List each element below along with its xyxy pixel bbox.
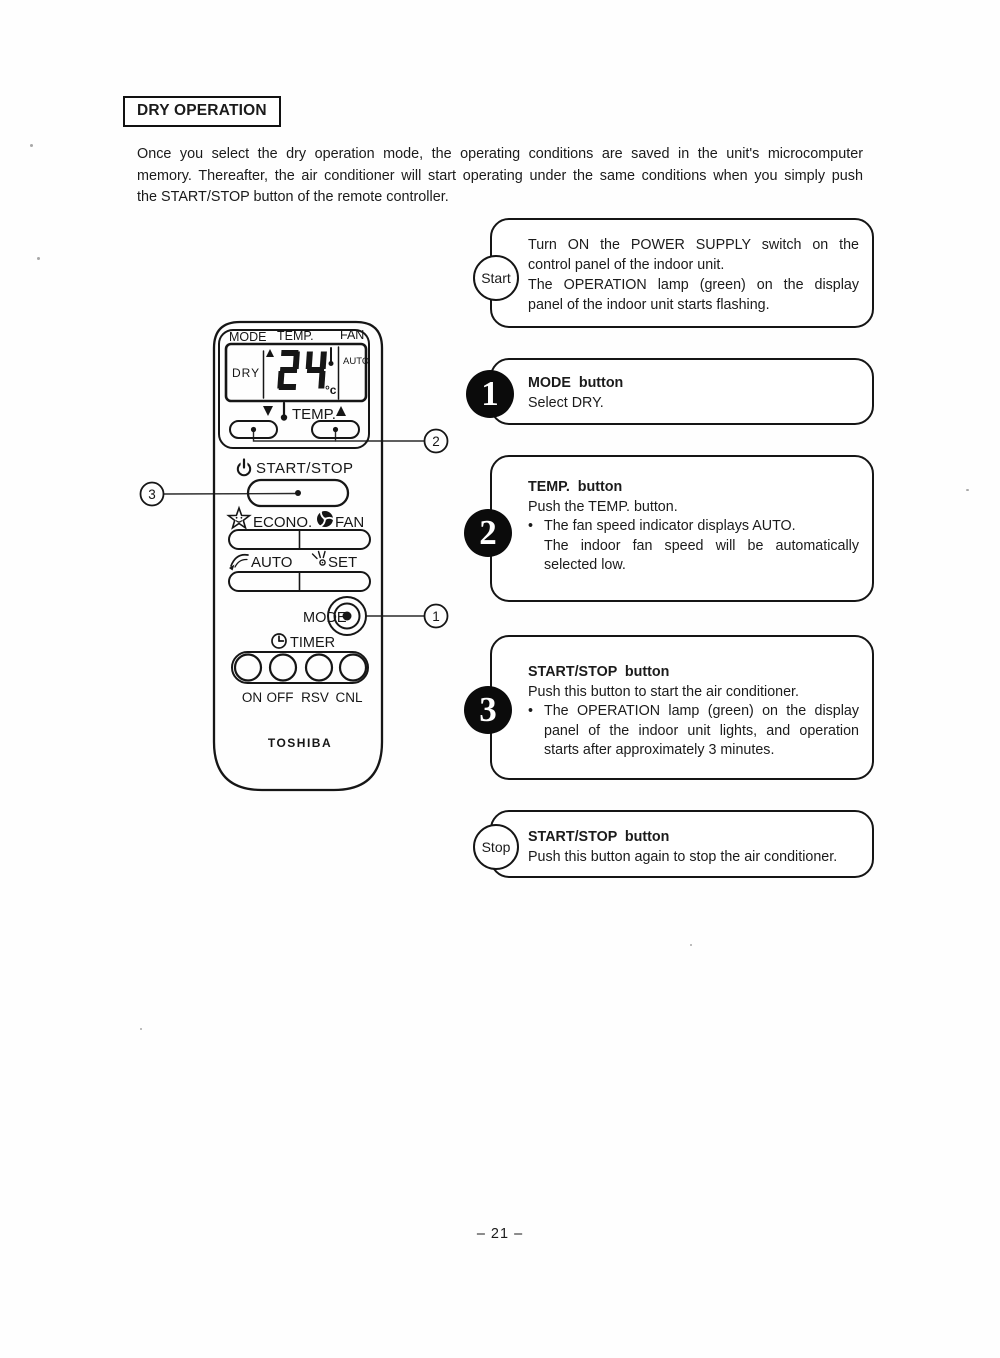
instruction-line: The OPERATION lamp (green) on the display bbox=[528, 277, 859, 293]
stop-badge bbox=[473, 824, 519, 870]
timer-key-label-off: OFF bbox=[266, 690, 294, 705]
lcd-up-arrow-icon bbox=[266, 349, 274, 357]
temp-rocker-label: TEMP. bbox=[292, 406, 336, 423]
set-rays-icon bbox=[313, 552, 326, 566]
temp-down-arrow-icon bbox=[263, 406, 273, 416]
instruction-box-step3 bbox=[490, 635, 874, 780]
callout-1: 1 bbox=[432, 608, 440, 624]
button-dot bbox=[333, 427, 338, 432]
instruction-box-start bbox=[490, 218, 874, 328]
instruction-line: panel of the indoor unit starts flashing. bbox=[528, 297, 770, 313]
timer-clock-icon bbox=[272, 634, 286, 648]
timer-key-label-rsv: RSV bbox=[301, 690, 329, 705]
timer-key-label-cnl: CNL bbox=[335, 690, 363, 705]
instruction-line: selected low. bbox=[544, 557, 626, 574]
instruction-title: MODE button bbox=[528, 375, 624, 391]
instruction-line: control panel of the indoor unit. bbox=[528, 257, 725, 273]
instruction-line: Turn ON the POWER SUPPLY switch on the bbox=[528, 237, 859, 253]
bullet-icon: • bbox=[528, 703, 534, 720]
lcd-mode-value: DRY bbox=[232, 366, 261, 380]
button-dot bbox=[251, 427, 256, 432]
instruction-line: Push this button again to stop the air conditioner. bbox=[528, 849, 838, 865]
start-badge-label: Start bbox=[481, 270, 511, 286]
step3-number-badge bbox=[464, 686, 512, 734]
scan-speck bbox=[966, 489, 969, 491]
brand-logo: TOSHIBA bbox=[267, 736, 333, 750]
button-dot bbox=[295, 490, 301, 496]
intro-line: the START/STOP button of the remote controller. bbox=[137, 189, 449, 205]
step1-number-badge bbox=[466, 370, 514, 418]
scan-speck bbox=[140, 1028, 142, 1030]
lcd-temp-digits bbox=[277, 350, 327, 390]
instruction-bullet-line bbox=[528, 517, 859, 537]
start-stop-label: START/STOP bbox=[256, 460, 354, 477]
scan-speck bbox=[37, 257, 40, 260]
instruction-line: The fan speed indicator displays AUTO. bbox=[544, 518, 796, 535]
instruction-line: Select DRY. bbox=[528, 394, 604, 411]
panel-label-temp: TEMP. bbox=[277, 329, 314, 343]
lcd-thermometer-icon bbox=[329, 348, 334, 366]
bullet-icon: • bbox=[528, 518, 534, 535]
step1-number: 1 bbox=[481, 374, 499, 413]
thermometer-icon bbox=[281, 403, 287, 421]
instruction-title: START/STOP button bbox=[528, 829, 670, 845]
instruction-box-step2 bbox=[490, 455, 874, 602]
temp-up-arrow-icon bbox=[336, 406, 346, 416]
step2-number: 2 bbox=[479, 513, 497, 552]
scan-speck bbox=[690, 944, 692, 946]
instruction-bullet-line bbox=[528, 702, 859, 722]
start-badge bbox=[473, 255, 519, 301]
panel-label-mode: MODE bbox=[229, 330, 267, 344]
timer-key-label-on: ON bbox=[241, 690, 263, 705]
intro-line: memory. Thereafter, the air conditioner will start operating under the same conditions when you simply push bbox=[137, 167, 863, 184]
timer-off-button bbox=[270, 655, 296, 681]
instruction-box-stop bbox=[490, 810, 874, 878]
timer-label: TIMER bbox=[290, 635, 336, 651]
step3-number: 3 bbox=[479, 690, 497, 729]
callout-2: 2 bbox=[432, 433, 440, 449]
intro-paragraph bbox=[137, 144, 863, 209]
step2-number-badge bbox=[464, 509, 512, 557]
mode-label: MODE bbox=[303, 610, 347, 626]
power-icon bbox=[238, 460, 250, 476]
callout-3: 3 bbox=[148, 486, 156, 502]
timer-cnl-button bbox=[340, 655, 366, 681]
instruction-title: START/STOP button bbox=[528, 664, 670, 680]
econo-label: ECONO. bbox=[253, 514, 313, 531]
lcd-fan-value: AUTO bbox=[343, 356, 370, 367]
instruction-title: TEMP. button bbox=[528, 479, 623, 495]
lcd-temp-unit: °c bbox=[325, 383, 337, 397]
remote-controller-illustration bbox=[130, 310, 470, 810]
swing-auto-icon bbox=[229, 555, 248, 571]
set-label: SET bbox=[328, 554, 358, 571]
stop-badge-label: Stop bbox=[481, 839, 511, 855]
instruction-line: Push the TEMP. button. bbox=[528, 498, 678, 515]
auto-label: AUTO bbox=[251, 554, 293, 571]
econo-star-icon bbox=[229, 508, 250, 528]
fan-icon bbox=[317, 510, 335, 528]
instruction-line: The OPERATION lamp (green) on the display bbox=[544, 703, 859, 720]
section-title: DRY OPERATION bbox=[123, 96, 281, 127]
timer-rsv-button bbox=[306, 655, 332, 681]
scan-speck bbox=[30, 144, 33, 147]
timer-on-button bbox=[235, 655, 261, 681]
panel-label-fan: FAN bbox=[340, 328, 365, 342]
page-number: – 21 – bbox=[476, 1226, 524, 1242]
instruction-line: panel of the indoor unit lights, and operation bbox=[544, 722, 859, 739]
instruction-box-step1 bbox=[490, 358, 874, 425]
instruction-line: Push this button to start the air conditioner. bbox=[528, 683, 800, 700]
instruction-line: The indoor fan speed will be automatically bbox=[544, 537, 859, 554]
instruction-line: starts after approximately 3 minutes. bbox=[544, 742, 775, 759]
fan-label: FAN bbox=[335, 514, 365, 531]
intro-line: Once you select the dry operation mode, the operating conditions are saved in the unit's microcomputer bbox=[137, 146, 863, 162]
